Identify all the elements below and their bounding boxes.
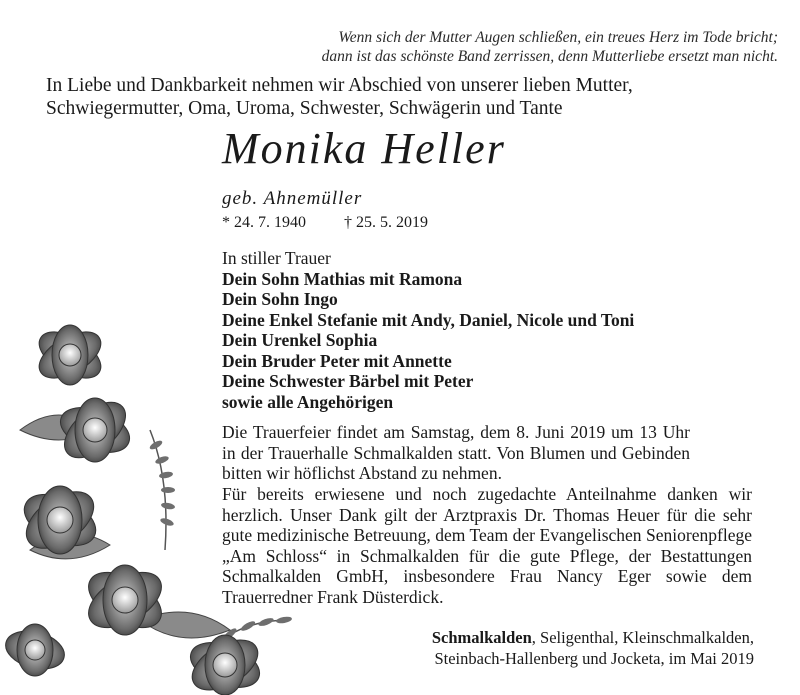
mourner-item: Dein Sohn Ingo bbox=[222, 289, 338, 309]
intro-line-2: Schwiegermutter, Oma, Uroma, Schwester, Schwägerin und Tante bbox=[46, 98, 563, 119]
mourner-item: sowie alle Angehörigen bbox=[222, 391, 394, 412]
mourners-intro: In stiller Trauer bbox=[222, 248, 331, 268]
footer-place-bold: Schmalkalden bbox=[431, 628, 532, 647]
footer-line-2: Steinbach-Hallenberg und Jocketa, im Mai 2019 bbox=[434, 649, 754, 668]
quote-line-2: dann ist das schönste Band zerrissen, denn Mutterliebe ersetzt man nicht. bbox=[321, 48, 778, 65]
mourner-item: Deine Enkel Stefanie mit Andy, Daniel, Nicole und Toni bbox=[222, 309, 635, 330]
footer-places bbox=[380, 627, 754, 669]
footer-line-1 bbox=[380, 627, 754, 648]
memorial-quote bbox=[230, 28, 778, 66]
funeral-info: Die Trauerfeier findet am Samstag, dem 8. Juni 2019 um 13 Uhr in der Trauerhalle Schmalkalden statt. Von Blumen und Gebinden bitten wir höflichst Abstand zu nehmen. bbox=[222, 422, 690, 483]
deceased-name: Monika Heller bbox=[222, 124, 506, 173]
mourner-item: Dein Bruder Peter mit Annette bbox=[222, 350, 452, 371]
quote-line-1: Wenn sich der Mutter Augen schließen, ein treues Herz im Tode bricht; bbox=[338, 29, 778, 46]
footer-line-1-rest: , Seligenthal, Kleinschmalkalden, bbox=[531, 628, 754, 647]
mourner-item: Dein Urenkel Sophia bbox=[222, 330, 378, 350]
orchid-flowers-icon bbox=[0, 320, 300, 695]
intro-text bbox=[46, 74, 633, 120]
mourner-item: Deine Schwester Bärbel mit Peter bbox=[222, 371, 474, 391]
mourner-item: Dein Sohn Mathias mit Ramona bbox=[222, 268, 463, 289]
maiden-name: geb. Ahnemüller bbox=[222, 188, 363, 209]
death-date: † 25. 5. 2019 bbox=[344, 214, 428, 231]
thanks-text: Für bereits erwiesene und noch zugedachte Anteilnahme danken wir herzlich. Unser Dank gilt der Arztpraxis Dr. Thomas Heuer für die sehr gute medizinische Betreuung, dem Team der Evangelischen Seniorenpflege „Am Schloss“ in Schmalkalden für die gute Pflege, der Bestattungen Schmalkalden GmbH, insbesondere Frau Nancy Eger sowie dem Trauerredner Frank Düsterdick. bbox=[222, 484, 752, 607]
life-dates bbox=[222, 214, 428, 232]
intro-line-1: In Liebe und Dankbarkeit nehmen wir Abschied von unserer lieben Mutter, bbox=[46, 75, 633, 96]
birth-date: * 24. 7. 1940 bbox=[222, 214, 306, 231]
